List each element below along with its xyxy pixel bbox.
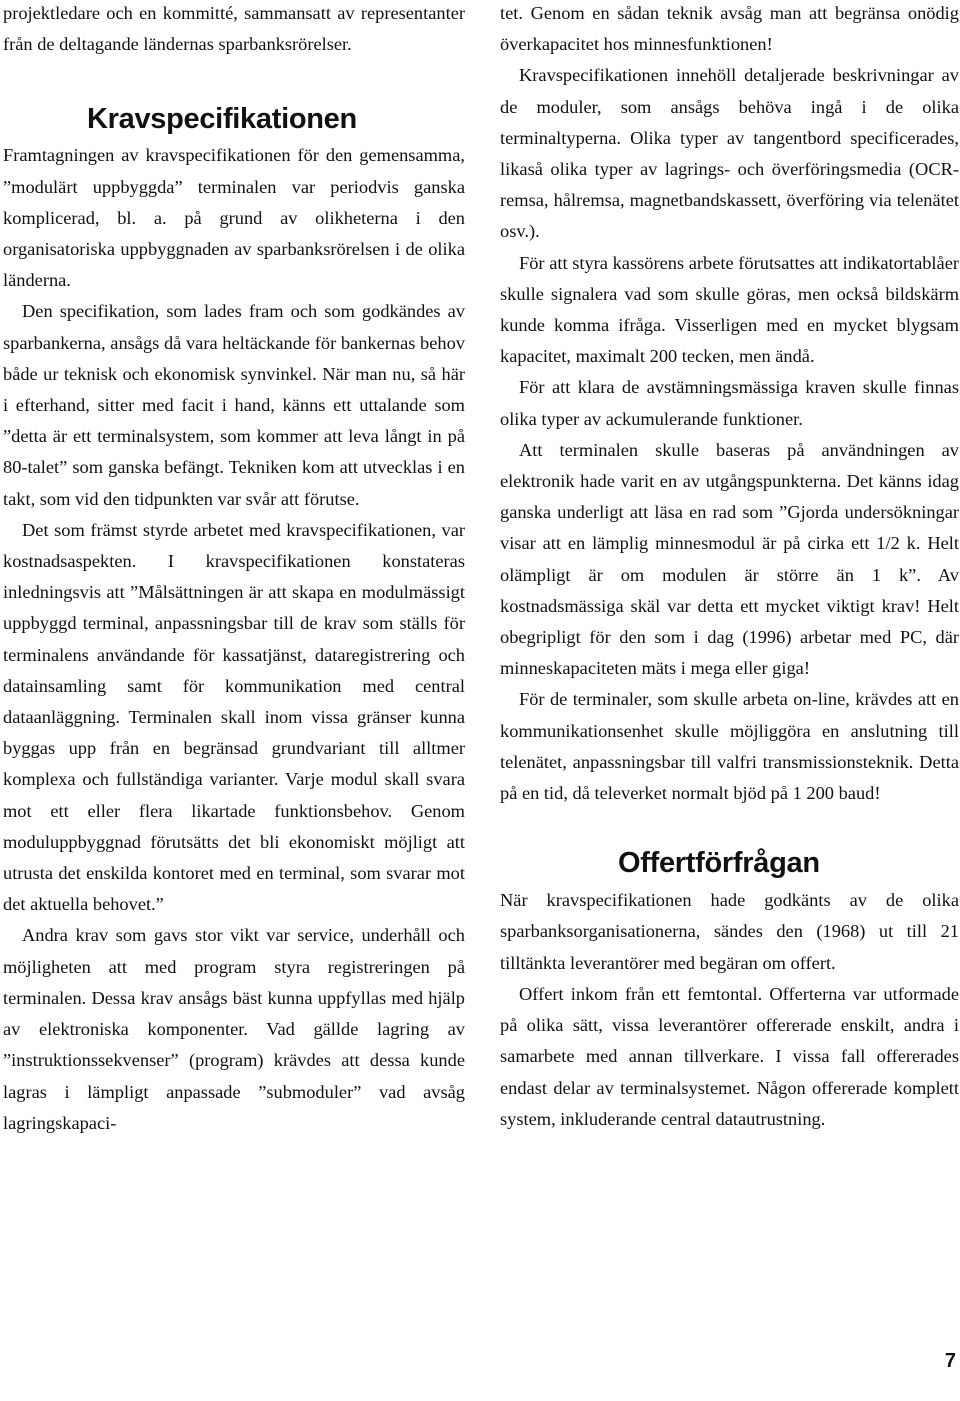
body-paragraph: Offert inkom från ett femtontal. Offerterna var utformade på olika sätt, vissa leverantörer offererade enskilt, andra i samarbete med annan tillverkare. I vissa fall offererades endast delar av terminalsystemet. Någon offererade komplett system, inkluderande central datautrustning. <box>500 983 959 1129</box>
page-number: 7 <box>944 1350 956 1372</box>
body-paragraph: Kravspecifikationen innehöll detaljerade beskrivningar av de moduler, som ansågs behöva ingå i de olika terminaltyperna. Olika typer av tangentbord specificerades, likaså olika typer av lagrings- och överföringsmedia (OCR-remsa, hålremsa, magnetbandskassett, överföring via telenätet osv.). <box>500 65 959 242</box>
intro-paragraph: projektledare och en kommitté, sammansatt av representanter från de deltagande ländernas sparbanksrörelser. <box>3 3 465 55</box>
body-paragraph: När kravspecifikationen hade godkänts av de olika sparbanksorganisationerna, sändes den (1968) ut till 21 tilltänkta leverantörer med begäran om offert. <box>500 890 959 973</box>
body-paragraph: Det som främst styrde arbetet med kravspecifikationen, var kostnadsaspekten. I kravspecifikationen konstateras inledningsvis att ”Målsättningen är att skapa en modulmässigt uppbyggd terminal, anpassningsbar till de krav som ställs för terminalens användande för kassatjänst, dataregistrering och datainsamling samt för kommunikation med central dataanläggning. Terminalen skall inom vissa gränser kunna byggas upp från en begränsad grundvariant till alltmer komplexa och fullständiga varianter. Varje modul skall svara mot ett eller flera likartade funktionsbehov. Genom moduluppbyggnad förutsätts det bli ekonomiskt möjligt att utrusta det enskilda kontoret med en terminal, som svarar mot det aktuella behovet.” <box>3 519 465 915</box>
body-paragraph: För att klara de avstämningsmässiga kraven skulle finnas olika typer av ackumulerande funktioner. <box>500 377 959 429</box>
continuation-paragraph: tet. Genom en sådan teknik avsåg man att begränsa onödig överkapacitet hos minnesfunktionen! <box>500 3 959 55</box>
section-heading-kravspecifikationen: Kravspecifikationen <box>87 103 357 136</box>
body-paragraph: För de terminaler, som skulle arbeta on-line, krävdes att en kommunikationsenhet skulle möjliggöra en anslutning till telenätet, anpassningsbar till valfri transmissionsteknik. Detta på en tid, då televerket normalt bjöd på 1 200 baud! <box>500 689 959 804</box>
right-column <box>500 0 959 1135</box>
body-paragraph: Den specifikation, som lades fram och som godkändes av sparbankerna, ansågs då vara heltäckande för bankernas behov både ur teknisk och ekonomisk synvinkel. När man nu, så här i efterhand, sitter med facit i hand, känns ett uttalande som ”detta är ett terminalsystem, som kommer att leva långt in på 80-talet” som ganska befängt. Tekniken kom att utvecklas i en takt, som vid den tidpunkten var svår att förutse. <box>3 301 465 509</box>
body-paragraph: Andra krav som gavs stor vikt var service, underhåll och möjligheten att med program styra registreringen på terminalen. Dessa krav ansågs bäst kunna uppfyllas med hjälp av elektroniska komponenter. Vad gällde lagring av ”instruktionssekvenser” (program) krävdes att dessa kunde lagras i lämpligt anpassade ”submoduler” vad avsåg lagringskapaci- <box>3 925 465 1133</box>
body-paragraph: Att terminalen skulle baseras på användningen av elektronik hade varit en av utgångspunkterna. Det känns idag ganska underligt att läsa en rad som ”Gjorda undersökningar visar att en lämplig minnesmodul är på cirka ett 1/2 k. Helt olämpligt är om modulen är större än 1 k”. Av kostnadsmässiga skäl var detta ett mycket viktigt krav! Helt obegripligt för den som i dag (1996) arbetar med PC, där minneskapaciteten mäts i mega eller giga! <box>500 439 959 679</box>
body-paragraph: Framtagningen av kravspecifikationen för den gemensamma, ”modulärt uppbyggda” terminalen var periodvis ganska komplicerad, bl. a. på grund av olikheterna i den organisatoriska uppbyggnaden av sparbanksrörelsen i de olika länderna. <box>3 145 465 291</box>
body-paragraph: För att styra kassörens arbete förutsattes att indikatortablåer skulle signalera vad som skulle göras, men också bildskärm kunde komma ifråga. Visserligen med en mycket blygsam kapacitet, maximalt 200 tecken, men ändå. <box>500 252 959 367</box>
left-column <box>3 0 465 1139</box>
section-heading-offertforfragan: Offertförfrågan <box>618 847 820 880</box>
